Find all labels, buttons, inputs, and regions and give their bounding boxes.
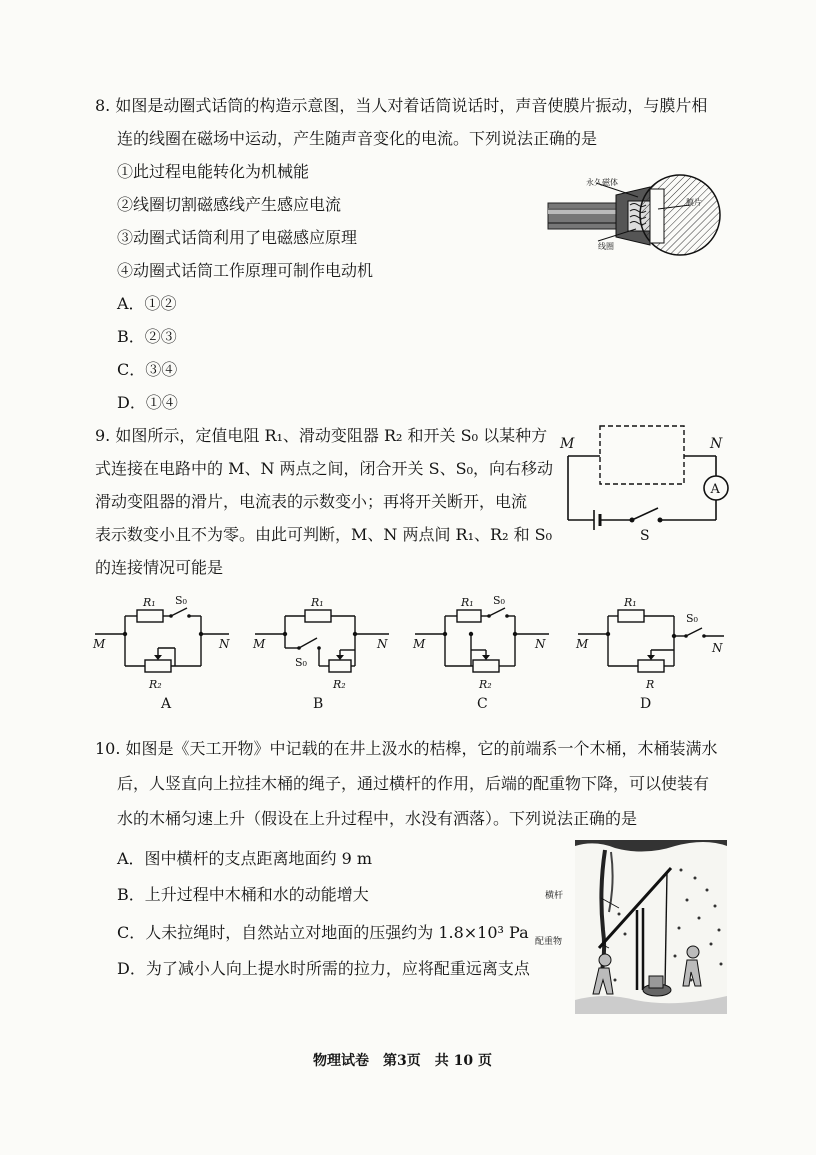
choice-d-letter: D	[640, 696, 652, 712]
choice-b-n: N	[377, 637, 388, 651]
choice-d-s0: S₀	[686, 612, 698, 625]
choice-d-r: R	[646, 678, 655, 691]
choice-a-letter: A	[161, 696, 172, 712]
label-diaphragm: 膜片	[686, 198, 702, 207]
label-permanent-magnet: 永久磁体	[586, 178, 618, 187]
well-sweep-illustration	[535, 840, 727, 1014]
q9-choice-a-circuit[interactable]	[95, 592, 235, 712]
choice-c-m: M	[413, 637, 426, 651]
q9-main-circuit	[560, 420, 740, 550]
q8-statement-2: ②线圈切割磁感线产生感应电流	[117, 195, 342, 214]
q8-option-d[interactable]: D．①④	[117, 393, 178, 412]
q8-stem-line-2: 连的线圈在磁场中运动，产生随声音变化的电流。下列说法正确的是	[117, 129, 598, 148]
q8-statement-3: ③动圈式话筒利用了电磁感应原理	[117, 228, 358, 247]
choice-b-s0: S₀	[295, 656, 307, 669]
microphone-diagram	[540, 165, 730, 265]
q10-stem-line-2: 后，人竖直向上拉挂木桶的绳子，通过横杆的作用，后端的配重物下降，可以使装有	[117, 774, 710, 793]
choice-b-m: M	[253, 637, 266, 651]
q10-option-c[interactable]: C．人未拉绳时，自然站立对地面的压强约为 1.8×10³ Pa	[117, 923, 529, 942]
choice-c-n: N	[535, 637, 546, 651]
main-label-m: M	[560, 436, 575, 452]
label-coil: 线圈	[598, 242, 614, 251]
q9-stem-line-3: 滑动变阻器的滑片，电流表的示数变小；再将开关断开，电流	[95, 492, 528, 511]
choice-c-s0: S₀	[493, 594, 505, 607]
choice-b-letter: B	[313, 696, 324, 712]
choice-b-r2: R₂	[333, 678, 346, 691]
q9-stem-line-4: 表示数变小且不为零。由此可判断，M、N 两点间 R₁、R₂ 和 S₀	[95, 525, 553, 544]
q9-stem-line-2: 式连接在电路中的 M、N 两点之间，闭合开关 S、S₀，向右移动	[95, 459, 553, 478]
q8-option-b[interactable]: B．②③	[117, 327, 177, 346]
q9-choice-c-circuit[interactable]	[415, 592, 555, 712]
choice-c-r2: R₂	[479, 678, 492, 691]
choice-a-m: M	[93, 637, 106, 651]
choice-a-s0: S₀	[175, 594, 187, 607]
q8-statement-4: ④动圈式话筒工作原理可制作电动机	[117, 261, 374, 280]
choice-c-letter: C	[477, 696, 488, 712]
q10-stem-line-1: 10. 如图是《天工开物》中记载的在井上汲水的桔槔，它的前端系一个木桶，木桶装满水	[95, 739, 718, 758]
ammeter-label: A	[710, 482, 720, 497]
main-label-s: S	[640, 528, 650, 544]
q8-option-c[interactable]: C．③④	[117, 360, 178, 379]
q10-option-a[interactable]: A．图中横杆的支点距离地面约 9 m	[117, 849, 373, 868]
q9-choice-b-circuit[interactable]	[255, 592, 395, 712]
main-label-n: N	[710, 436, 723, 452]
q10-option-b[interactable]: B．上升过程中木桶和水的动能增大	[117, 885, 369, 904]
switch-s	[632, 508, 658, 520]
choice-d-n: N	[712, 641, 723, 655]
choice-d-m: M	[576, 637, 589, 651]
q10-option-d[interactable]: D．为了减小人向上提水时所需的拉力，应将配重远离支点	[117, 959, 530, 978]
q8-statement-1: ①此过程电能转化为机械能	[117, 162, 310, 181]
choice-d-r1: R₁	[624, 596, 637, 609]
choice-c-r1: R₁	[461, 596, 474, 609]
q9-choice-d-circuit[interactable]	[578, 592, 728, 712]
page-footer: 物理试卷 第3页 共 10 页	[313, 1053, 492, 1069]
choice-a-n: N	[219, 637, 230, 651]
q9-stem-line-1: 9. 如图所示，定值电阻 R₁、滑动变阻器 R₂ 和开关 S₀ 以某种方	[95, 426, 548, 445]
label-counterweight: 配重物	[535, 937, 563, 947]
choice-a-r1: R₁	[143, 596, 156, 609]
unknown-box	[600, 426, 684, 484]
choice-a-r2: R₂	[149, 678, 162, 691]
q9-stem-line-5: 的连接情况可能是	[95, 558, 224, 577]
q10-stem-line-3: 水的木桶匀速上升（假设在上升过程中，水没有洒落）。下列说法正确的是	[117, 809, 638, 828]
choice-b-r1: R₁	[311, 596, 324, 609]
q8-option-a[interactable]: A．①②	[117, 294, 177, 313]
label-crossbar: 横杆	[545, 891, 564, 901]
q8-stem-line-1: 8. 如图是动圈式话筒的构造示意图，当人对着话筒说话时，声音使膜片振动，与膜片相	[95, 96, 708, 115]
